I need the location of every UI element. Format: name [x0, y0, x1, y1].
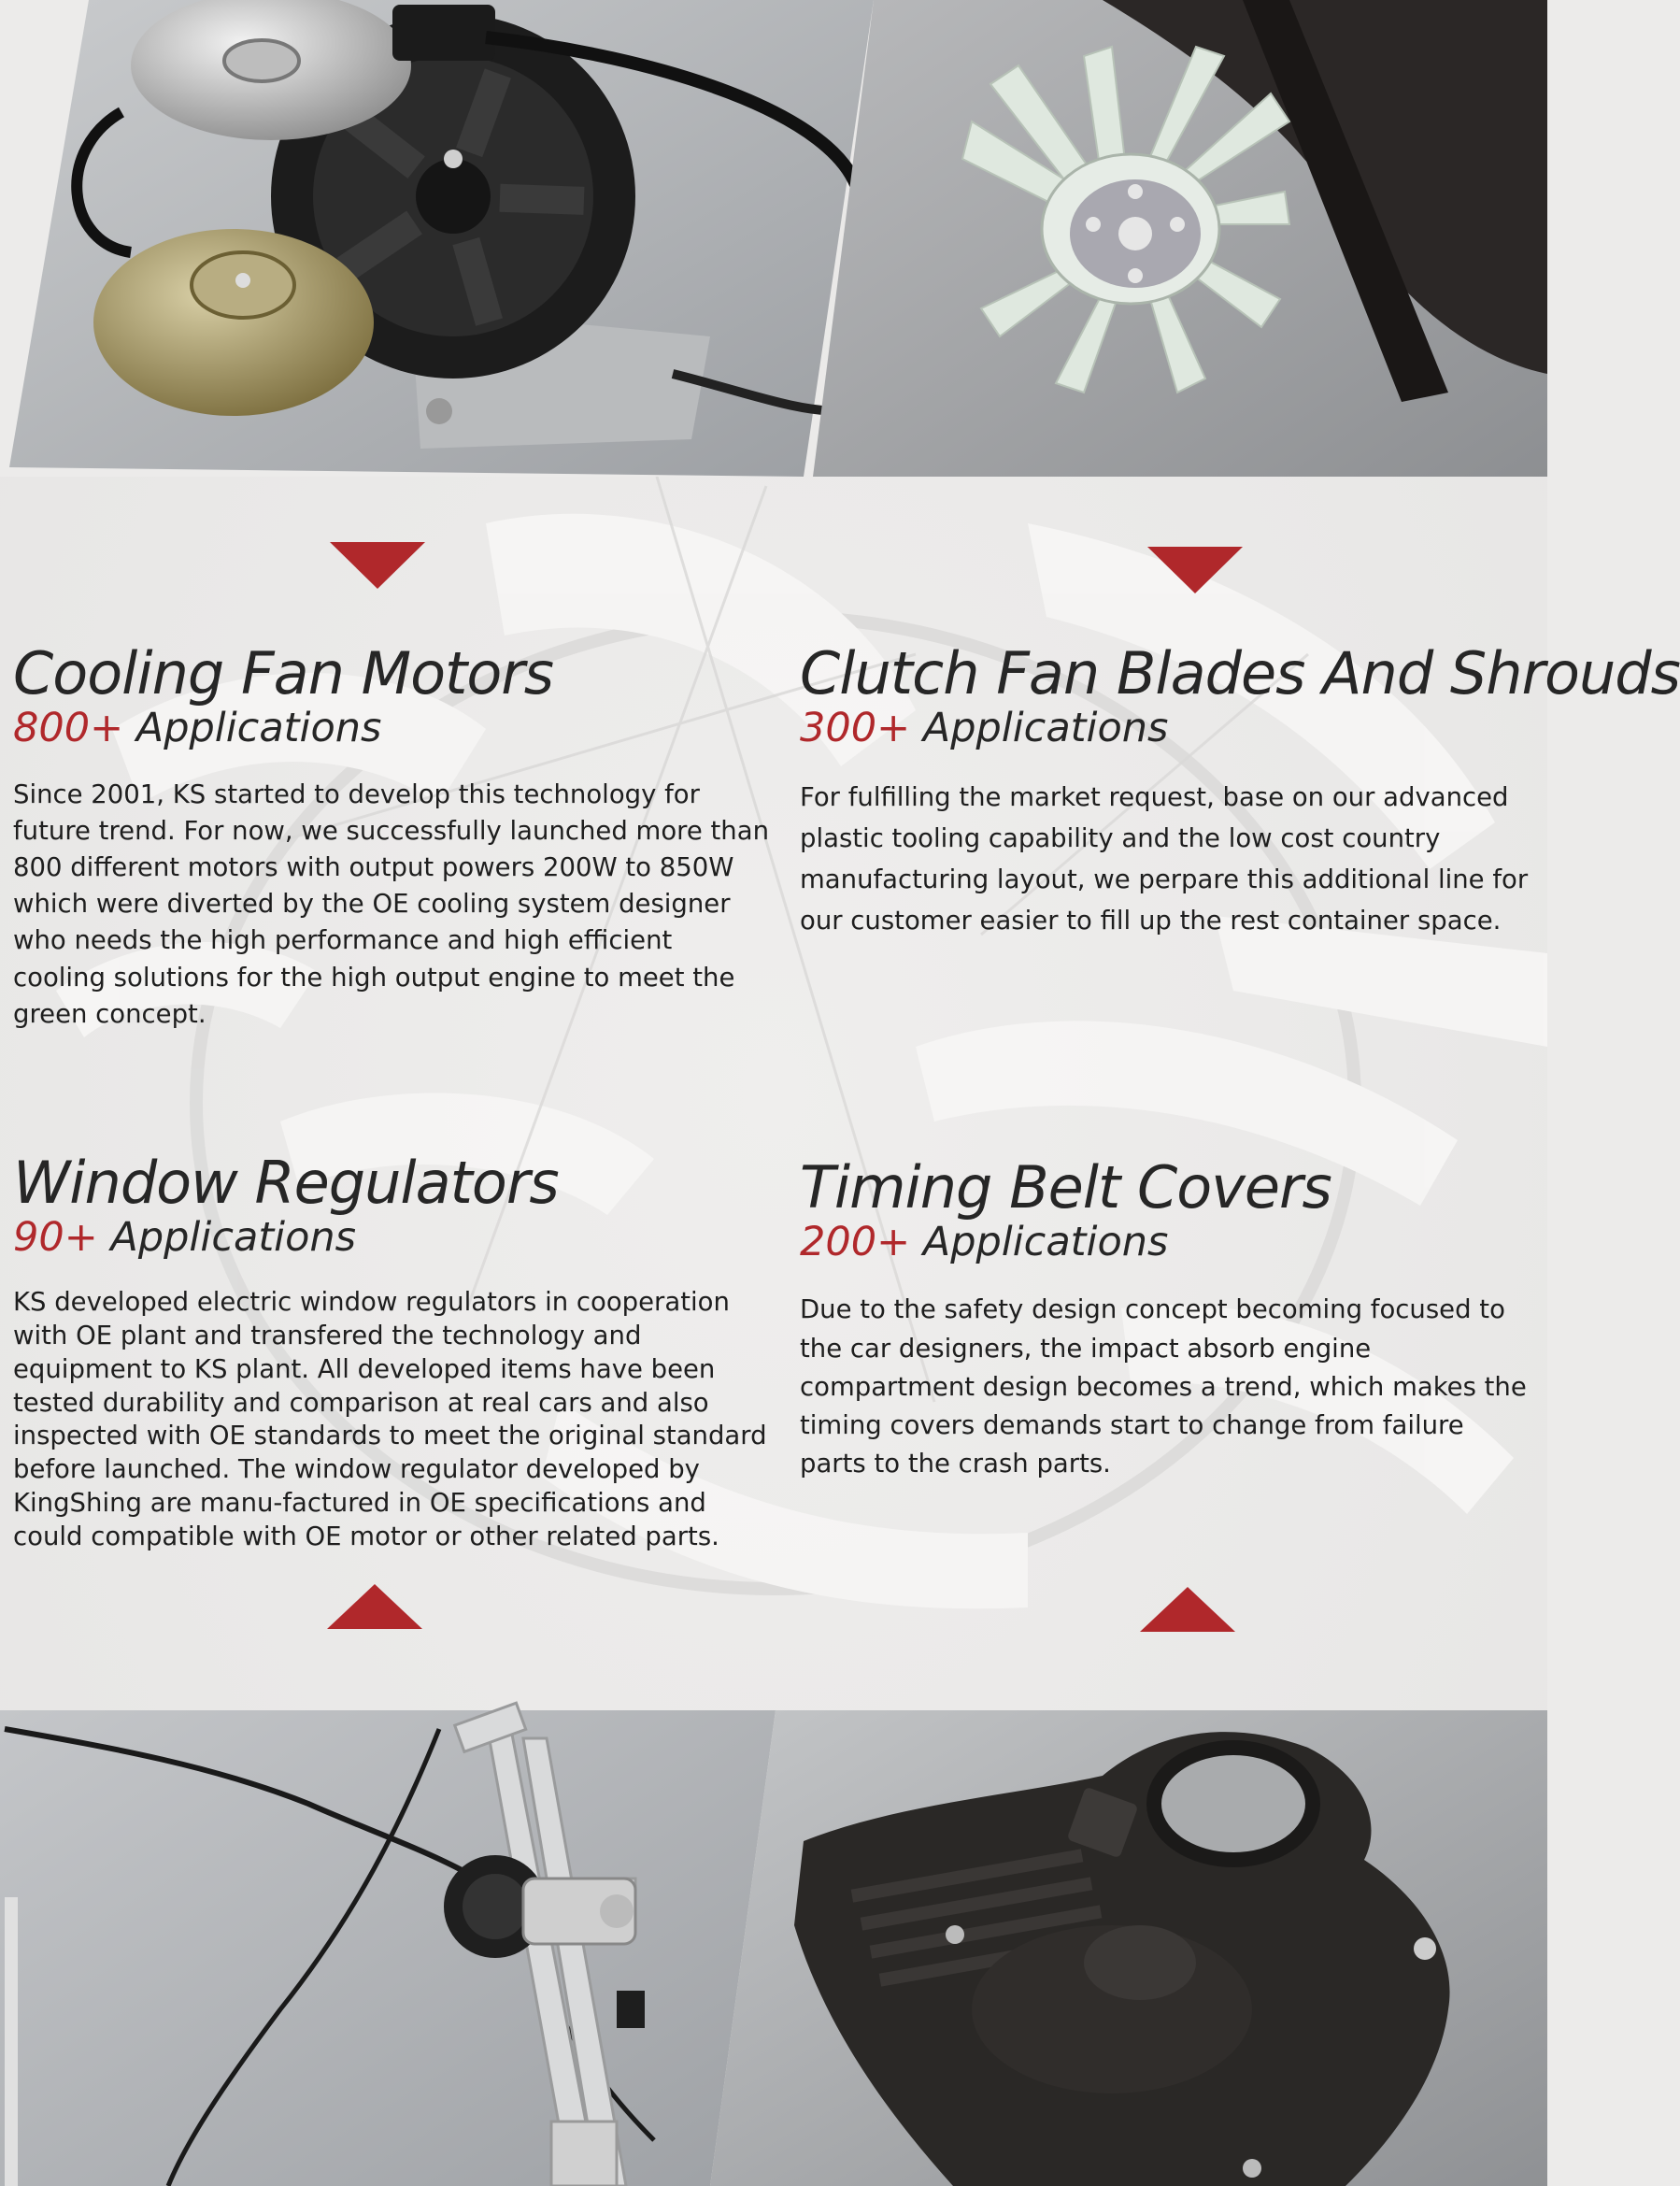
application-count [800, 1221, 1538, 1264]
arrow-up-icon [1140, 1587, 1235, 1632]
section-timing-belt-covers [800, 1153, 1538, 1484]
section-description: KS developed electric window regulators in cooperation with OE plant and transfered the technology and equipment to KS plant. All developed items have been tested durability and comparison at real cars and also inspected with OE standards to meet the original standard before launched. The window regulator developed by KingShing are manu-factured in OE specifications and could compatible with OE motor or other related parts. [13, 1287, 767, 1551]
count-number: 800+ [13, 705, 124, 751]
section-title: Clutch Fan Blades And Shrouds [800, 639, 1680, 707]
section-cooling-fan-motors [13, 639, 770, 1033]
count-number: 90+ [13, 1214, 98, 1261]
applications-label: Applications [110, 1214, 357, 1261]
application-count [13, 1216, 772, 1260]
count-number: 300+ [800, 705, 911, 751]
section-window-regulators [13, 1149, 772, 1553]
applications-label: Applications [922, 1219, 1169, 1265]
arrow-down-icon [330, 542, 425, 589]
application-count [13, 707, 770, 750]
timing-belt-cover-photo [710, 1710, 1547, 2186]
section-clutch-fan-blades [800, 639, 1680, 941]
application-count [800, 707, 1538, 750]
applications-label: Applications [922, 705, 1169, 751]
section-title: Cooling Fan Motors [13, 639, 554, 707]
section-title: Timing Belt Covers [800, 1153, 1331, 1222]
section-description: Due to the safety design concept becoming focused to the car designers, the impact absorb engine compartment design becomes a trend, which makes the timing covers demands start to change from failure parts to the crash parts. [800, 1294, 1527, 1479]
arrow-up-icon [327, 1584, 422, 1629]
count-number: 200+ [800, 1219, 911, 1265]
window-regulator-photo [0, 1710, 776, 2186]
clutch-fan-blade-photo [804, 0, 1547, 477]
section-description: For fulfilling the market request, base on our advanced plastic tooling capability and the low cost country manufacturing layout, we perpare this additional line for our customer easier to fill up the rest container space. [800, 782, 1529, 936]
section-description: Since 2001, KS started to develop this technology for future trend. For now, we successfully launched more than 800 different motors with output powers 200W to 850W which were diverted by the OE cooling system designer who needs the high performance and high efficient cooling solutions for the high output engine to meet the green concept. [13, 779, 770, 1029]
applications-label: Applications [135, 705, 382, 751]
arrow-down-icon [1147, 547, 1243, 593]
cooling-fan-motors-photo [0, 0, 874, 477]
section-title: Window Regulators [13, 1149, 559, 1217]
